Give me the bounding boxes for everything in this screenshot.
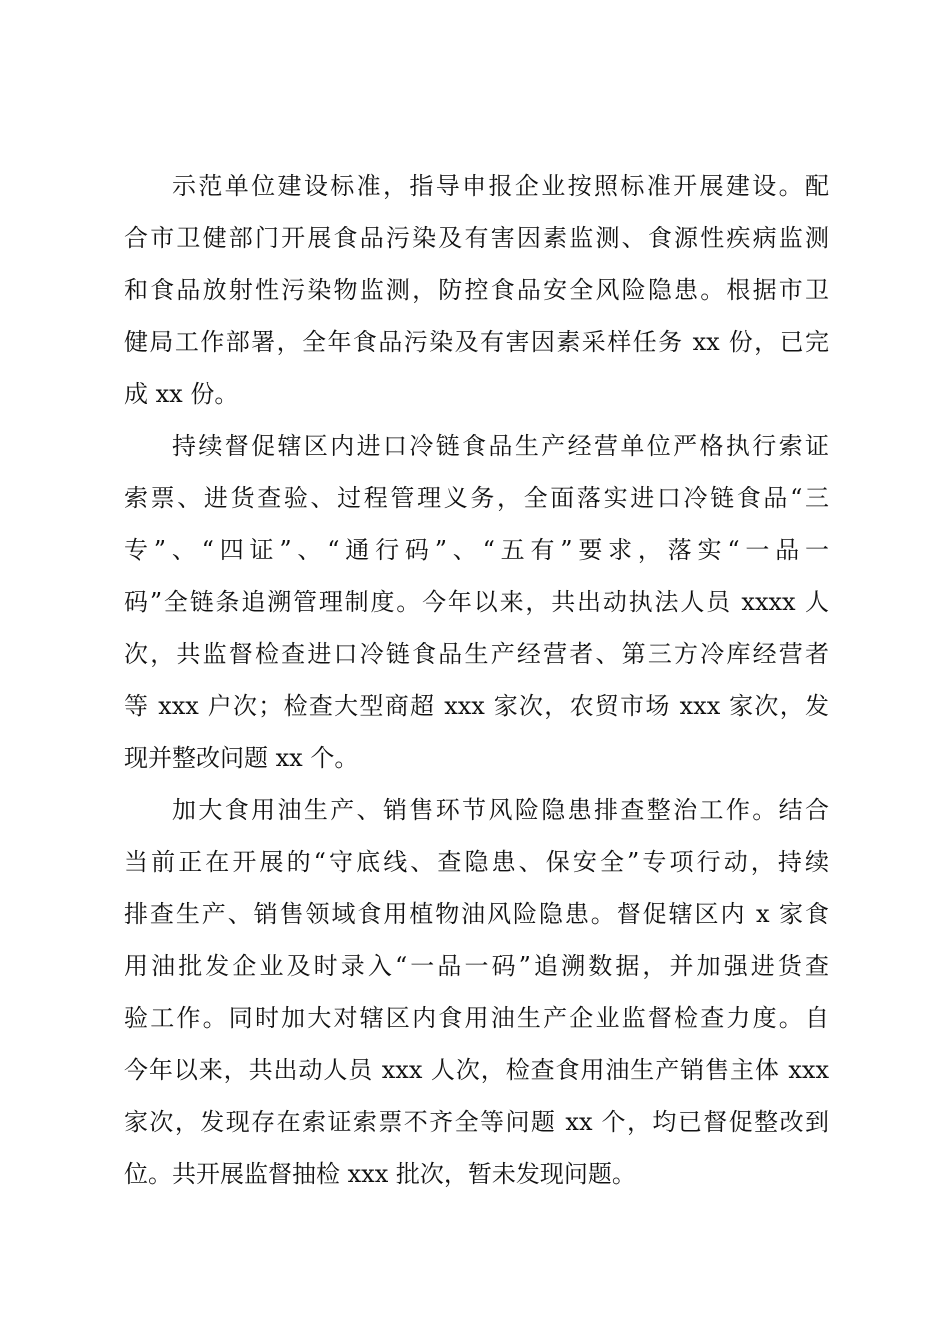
- paragraph-line: 家次，发现存在索证索票不齐全等问题 xx 个，均已督促整改到: [124, 1108, 829, 1136]
- paragraph-line: 加大食用油生产、销售环节风险隐患排查整治工作。结合: [172, 796, 829, 824]
- paragraph-line: 当前正在开展的“守底线、查隐患、保安全”专项行动，持续: [124, 848, 829, 876]
- paragraph-line: 专”、“四证”、“通行码”、“五有”要求，落实“一品一: [124, 536, 829, 564]
- paragraph-line: 码”全链条追溯管理制度。今年以来，共出动执法人员 xxxx 人: [124, 588, 829, 616]
- paragraph-line: 索票、进货查验、过程管理义务，全面落实进口冷链食品“三: [124, 484, 829, 512]
- paragraph-line: 和食品放射性污染物监测，防控食品安全风险隐患。根据市卫: [124, 276, 829, 304]
- paragraph-line: 持续督促辖区内进口冷链食品生产经营单位严格执行索证: [172, 432, 829, 460]
- paragraph-2: [124, 420, 829, 784]
- paragraph-line: 成 xx 份。: [124, 380, 239, 408]
- paragraph-line: 用油批发企业及时录入“一品一码”追溯数据，并加强进货查: [124, 952, 829, 980]
- paragraph-line: 合市卫健部门开展食品污染及有害因素监测、食源性疾病监测: [124, 224, 829, 252]
- paragraph-line: 等 xxx 户次；检查大型商超 xxx 家次，农贸市场 xxx 家次，发: [124, 692, 829, 720]
- paragraph-line: 验工作。同时加大对辖区内食用油生产企业监督检查力度。自: [124, 1004, 829, 1032]
- paragraph-1: [124, 160, 829, 420]
- paragraph-line: 位。共开展监督抽检 xxx 批次，暂未发现问题。: [124, 1160, 636, 1188]
- paragraph-line: 次，共监督检查进口冷链食品生产经营者、第三方冷库经营者: [124, 640, 829, 668]
- paragraph-3: [124, 784, 829, 1200]
- paragraph-line: 健局工作部署，全年食品污染及有害因素采样任务 xx 份，已完: [124, 328, 829, 356]
- document-body: [124, 160, 829, 1200]
- paragraph-line: 排查生产、销售领域食用植物油风险隐患。督促辖区内 x 家食: [124, 900, 829, 928]
- paragraph-line: 示范单位建设标准，指导申报企业按照标准开展建设。配: [172, 172, 829, 200]
- paragraph-line: 现并整改问题 xx 个。: [124, 744, 359, 772]
- paragraph-line: 今年以来，共出动人员 xxx 人次，检查食用油生产销售主体 xxx: [124, 1056, 829, 1084]
